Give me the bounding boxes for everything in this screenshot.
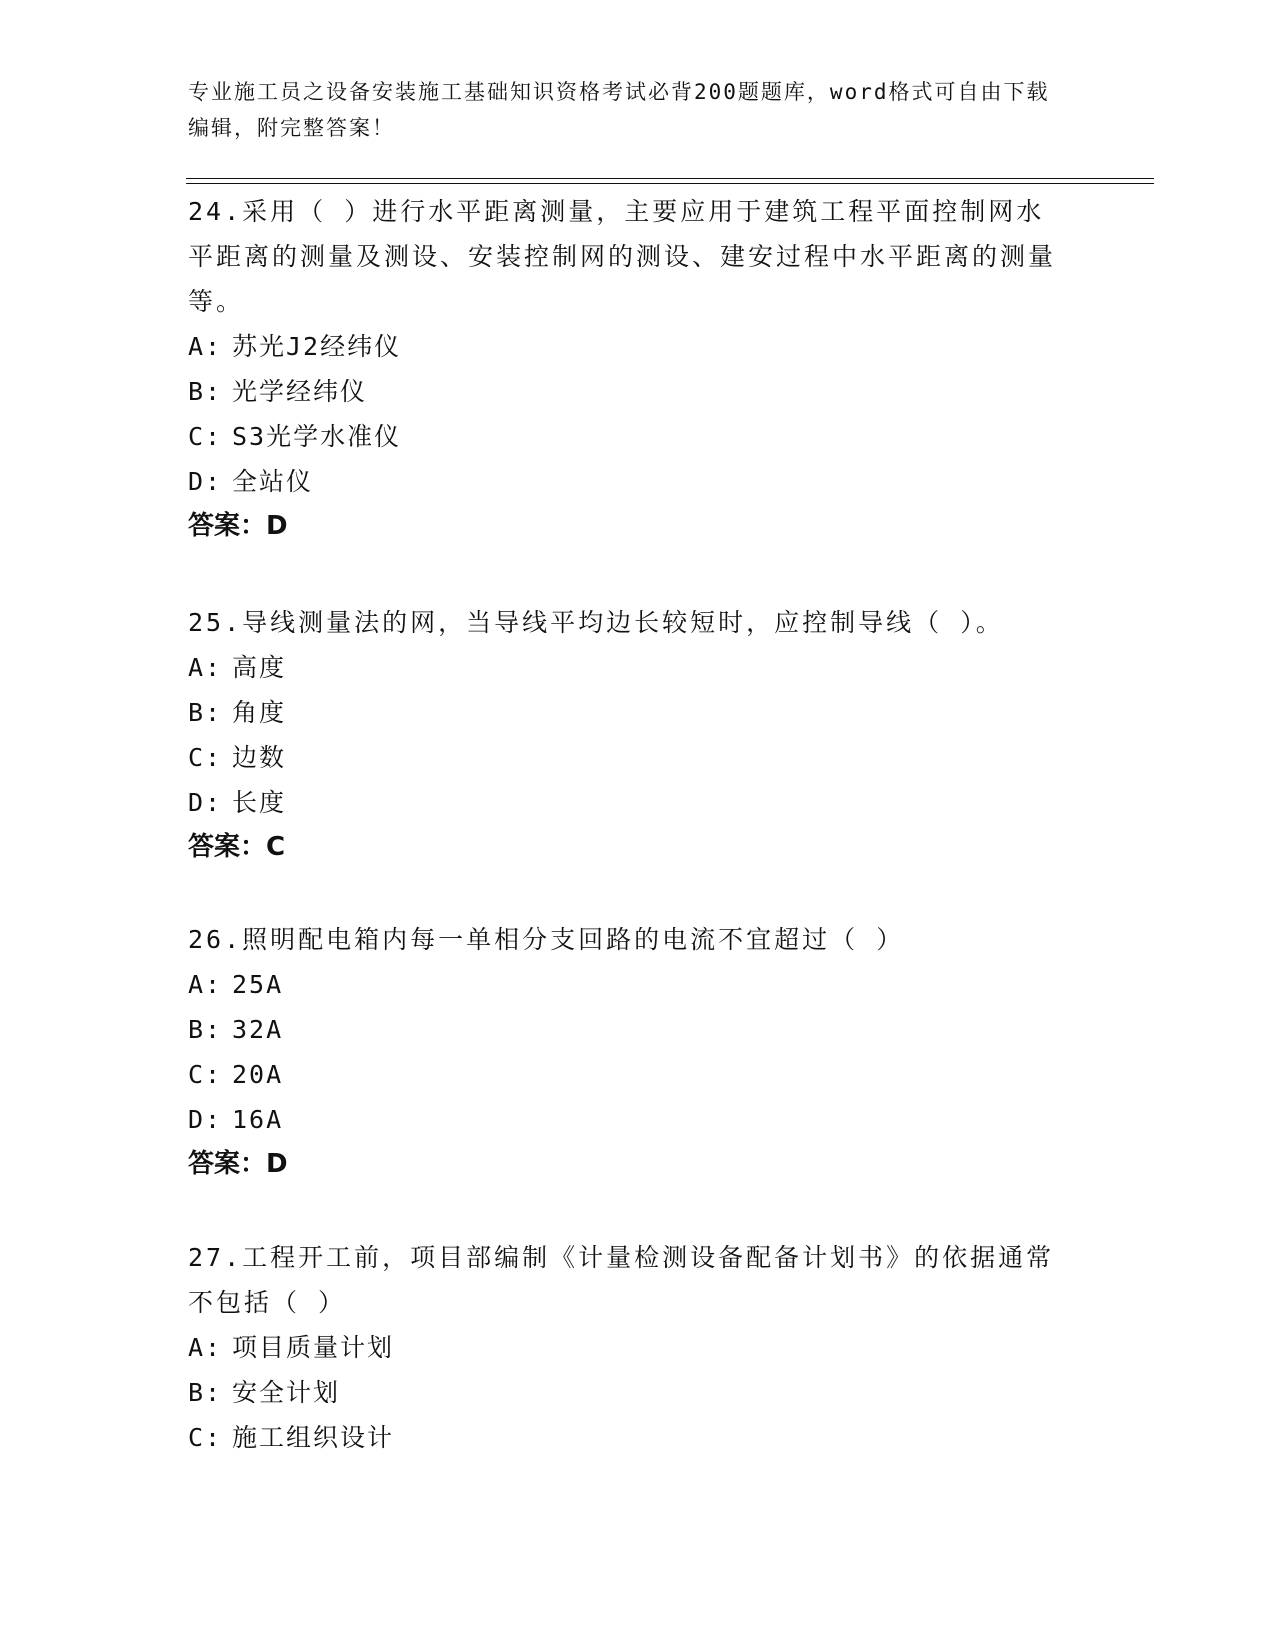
option-key: D: <box>188 788 223 817</box>
option-key: B: <box>188 1015 223 1044</box>
option-key: C: <box>188 743 223 772</box>
option-c <box>188 735 1068 780</box>
option-key: C: <box>188 1423 223 1452</box>
question-stem: 26.照明配电箱内每一单相分支回路的电流不宜超过（ ） <box>188 925 905 954</box>
question-24 <box>188 189 1068 549</box>
option-a <box>188 1325 1068 1370</box>
option-text: 25A <box>232 970 284 999</box>
option-key: C: <box>188 1060 223 1089</box>
question-26 <box>188 917 1068 1187</box>
option-text: 角度 <box>232 698 287 727</box>
question-stem: 27.工程开工前，项目部编制《计量检测设备配备计划书》的依据通常不包括（ ） <box>188 1243 1055 1317</box>
option-text: 全站仪 <box>232 467 314 496</box>
option-d <box>188 1097 1068 1142</box>
header-divider <box>186 183 1154 184</box>
option-d <box>188 780 1068 825</box>
option-key: D: <box>188 467 223 496</box>
option-a <box>188 645 1068 690</box>
option-text: 项目质量计划 <box>232 1333 395 1362</box>
question-27 <box>188 1235 1068 1460</box>
answer: 答案：C <box>188 832 286 862</box>
option-key: A: <box>188 970 223 999</box>
option-key: A: <box>188 1333 223 1362</box>
option-a <box>188 324 1068 369</box>
option-text: 长度 <box>232 788 287 817</box>
option-d <box>188 459 1068 504</box>
answer: 答案：D <box>188 1149 288 1179</box>
option-text: 苏光J2经纬仪 <box>232 332 402 361</box>
option-key: A: <box>188 653 223 682</box>
option-b <box>188 369 1068 414</box>
option-text: 20A <box>232 1060 284 1089</box>
option-text: 16A <box>232 1105 284 1134</box>
header-divider <box>186 178 1154 179</box>
answer: 答案：D <box>188 511 288 541</box>
option-text: 施工组织设计 <box>232 1423 395 1452</box>
option-text: 高度 <box>232 653 287 682</box>
question-25 <box>188 600 1068 870</box>
option-text: 光学经纬仪 <box>232 377 368 406</box>
option-a <box>188 962 1068 1007</box>
option-text: 安全计划 <box>232 1378 341 1407</box>
option-key: C: <box>188 422 223 451</box>
option-c <box>188 414 1068 459</box>
option-text: 边数 <box>232 743 287 772</box>
question-stem: 25.导线测量法的网，当导线平均边长较短时，应控制导线（ ）。 <box>188 608 1004 637</box>
option-c <box>188 1415 1068 1460</box>
option-text: 32A <box>232 1015 284 1044</box>
option-key: D: <box>188 1105 223 1134</box>
question-stem: 24.采用（ ）进行水平距离测量，主要应用于建筑工程平面控制网水平距离的测量及测设、安装控制网的测设、建安过程中水平距离的测量等。 <box>188 197 1057 316</box>
option-b <box>188 1370 1068 1415</box>
option-c <box>188 1052 1068 1097</box>
option-key: B: <box>188 698 223 727</box>
option-text: S3光学水准仪 <box>232 422 402 451</box>
option-b <box>188 1007 1068 1052</box>
document-header: 专业施工员之设备安装施工基础知识资格考试必背200题题库，word格式可自由下载编辑，附完整答案！ <box>188 80 1050 140</box>
option-b <box>188 690 1068 735</box>
option-key: B: <box>188 1378 223 1407</box>
option-key: B: <box>188 377 223 406</box>
option-key: A: <box>188 332 223 361</box>
